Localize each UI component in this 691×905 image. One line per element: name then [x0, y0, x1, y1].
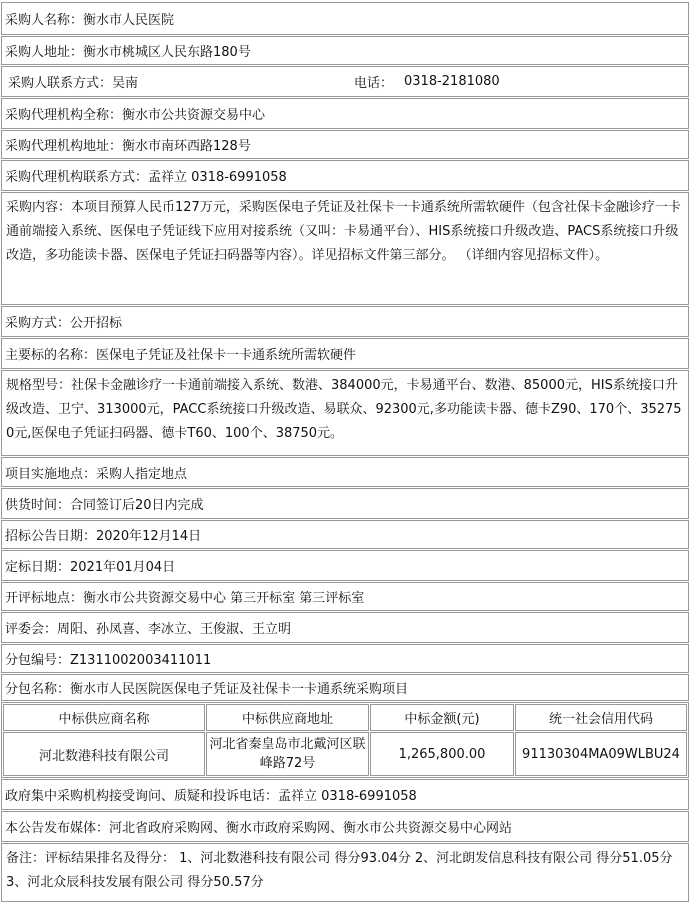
media-row [1, 811, 689, 842]
purchaser-contact: 采购人联系方式：吴南 [8, 76, 139, 91]
lot-number-row [1, 644, 689, 673]
table-row [3, 732, 687, 776]
announce-date-row [1, 520, 689, 549]
lot-name-row [1, 674, 689, 701]
procurement-content: 采购内容：本项目预算人民币127万元，采购医保电子凭证及社保卡一卡通系统所需软硬件（包含社保卡金融诊疗一卡通前端接入系统、医保电子凭证线下应用对接系统（又叫：卡易通平台）、HIS系统接口升级改造、PACS系统接口升级改造，多功能读卡器、医保电子凭证扫码器等内容）。详见招标文件第三部分。 （详细内容见招标文件）。 [6, 200, 681, 263]
bid-opening-place-row [1, 582, 689, 611]
complaint-phone-row [1, 779, 689, 810]
table-header-row [3, 704, 687, 731]
agency-contact: 采购代理机构联系方式：孟祥立 0318-6991058 [5, 170, 287, 185]
supplier-address: 河北省秦皇岛市北戴河区联峰路72号 [206, 732, 369, 776]
agency-name: 采购代理机构全称：衡水市公共资源交易中心 [5, 108, 266, 123]
committee: 评委会：周阳、孙凤喜、李冰立、王俊淑、王立明 [5, 622, 292, 637]
supply-time-row [1, 488, 689, 519]
purchaser-name-row [1, 2, 689, 35]
credit-code: 91130304MA09WLBU24 [515, 732, 687, 776]
remarks-row [1, 843, 689, 902]
supplier-name: 河北数港科技有限公司 [3, 732, 205, 776]
supplier-table [1, 702, 689, 778]
main-subject-row [1, 338, 689, 369]
purchaser-name: 采购人名称：衡水市人民医院 [5, 13, 175, 28]
award-date-row [1, 550, 689, 581]
location-row [1, 457, 689, 487]
bid-opening-place: 开评标地点：衡水市公共资源交易中心 第三开标室 第三评标室 [5, 591, 365, 606]
header-credit-code: 统一社会信用代码 [515, 704, 687, 731]
location: 项目实施地点：采购人指定地点 [5, 466, 188, 482]
procurement-method-row [1, 306, 689, 337]
specifications-row [1, 370, 689, 456]
publication-media: 本公告发布媒体：河北省政府采购网、衡水市政府采购网、衡水市公共资源交易中心网站 [5, 821, 513, 836]
header-bid-amount: 中标金额(元) [370, 704, 514, 731]
agency-address-row [1, 130, 689, 159]
phone-value: 0318-2181080 [404, 74, 500, 89]
remarks: 备注：评标结果排名及得分： 1、河北数港科技有限公司 得分93.04分 2、河北朗发信息科技有限公司 得分51.05分 3、河北众辰科技发展有限公司 得分50.57分 [6, 851, 673, 890]
complaint-phone: 政府集中采购机构接受询问、质疑和投诉电话：孟祥立 0318-6991058 [5, 789, 417, 804]
specifications: 规格型号：社保卡金融诊疗一卡通前端接入系统、数港、384000元，卡易通平台、数港、85000元，HIS系统接口升级改造、卫宁、313000元，PACC系统接口升级改造、易联众、92300元,多功能读卡器、德卡Z90、170个、352750元,医保电子凭证扫码器、德卡T60、100个、38750元。 [6, 378, 682, 441]
purchaser-contact-row [1, 66, 689, 97]
procurement-content-row [1, 192, 689, 305]
agency-name-row [1, 98, 689, 129]
award-date: 定标日期：2021年01月04日 [5, 560, 176, 575]
lot-number: 分包编号：Z1311002003411011 [5, 653, 212, 668]
header-supplier-address: 中标供应商地址 [206, 704, 369, 731]
main-subject: 主要标的名称：医保电子凭证及社保卡一卡通系统所需软硬件 [5, 348, 357, 363]
agency-address: 采购代理机构地址：衡水市南环西路128号 [5, 139, 251, 154]
procurement-method: 采购方式：公开招标 [5, 316, 123, 331]
bid-amount: 1,265,800.00 [370, 732, 514, 776]
announce-date: 招标公告日期：2020年12月14日 [5, 529, 202, 544]
phone-field [354, 67, 500, 96]
purchaser-address-row [1, 36, 689, 65]
phone-label: 电话： [354, 76, 394, 91]
header-supplier-name: 中标供应商名称 [3, 704, 205, 731]
committee-row [1, 612, 689, 643]
supply-time: 供货时间：合同签订后20日内完成 [5, 498, 204, 513]
purchaser-address: 采购人地址：衡水市桃城区人民东路180号 [5, 45, 251, 60]
lot-name: 分包名称：衡水市人民医院医保电子凭证及社保卡一卡通系统采购项目 [5, 682, 409, 697]
agency-contact-row [1, 160, 689, 191]
